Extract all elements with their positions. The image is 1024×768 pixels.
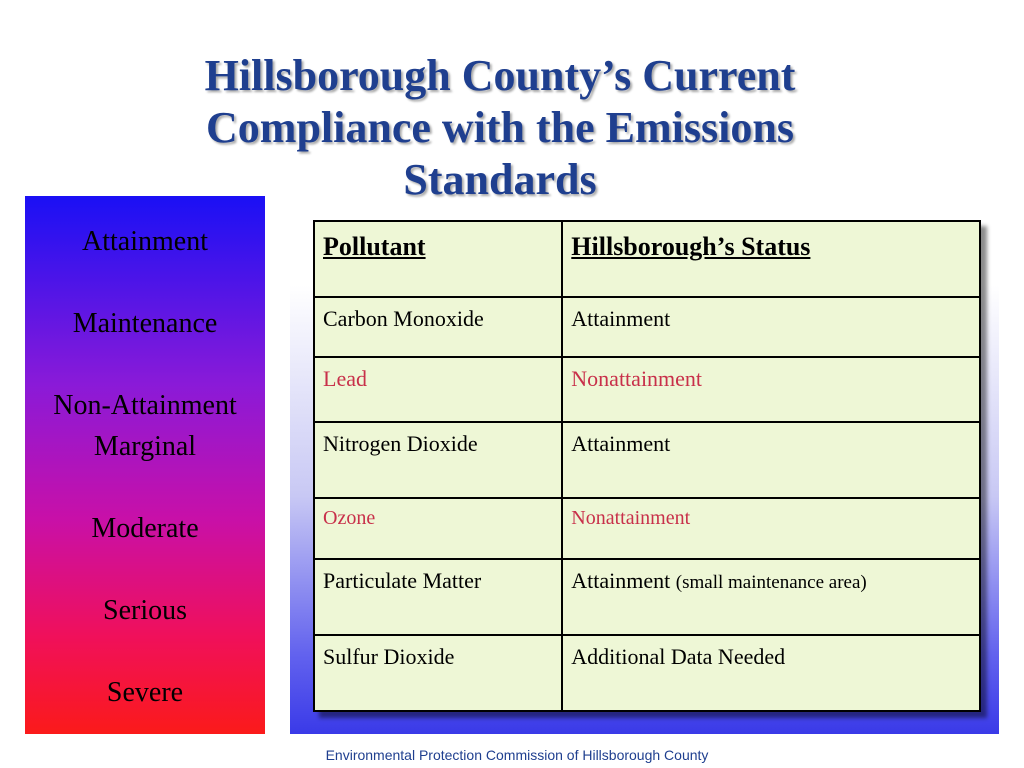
- header-status: Hillsborough’s Status: [562, 221, 980, 297]
- header-pollutant: Pollutant: [314, 221, 562, 297]
- table-row: [314, 357, 980, 422]
- status-cell: Nonattainment: [562, 498, 980, 559]
- slide-footer: Environmental Protection Commission of Hillsborough County: [325, 747, 709, 763]
- pollutant-cell: Ozone: [314, 498, 562, 559]
- table-row: [314, 498, 980, 559]
- scale-item-maintenance: Maintenance: [72, 308, 218, 339]
- pollutant-cell: Nitrogen Dioxide: [314, 422, 562, 498]
- status-cell: Additional Data Needed: [562, 635, 980, 711]
- scale-item-non-attainment: Non-Attainment: [53, 390, 237, 421]
- compliance-scale-panel: [25, 196, 265, 734]
- pollutant-cell: Lead: [314, 357, 562, 422]
- pollutant-cell: Particulate Matter: [314, 559, 562, 635]
- table-row: [314, 559, 980, 635]
- status-note: (small maintenance area): [675, 572, 867, 593]
- status-cell: Attainment: [562, 297, 980, 357]
- pollutant-cell: Carbon Monoxide: [314, 297, 562, 357]
- pollutant-cell: Sulfur Dioxide: [314, 635, 562, 711]
- scale-item-marginal: Marginal: [93, 431, 197, 462]
- table-row: [314, 297, 980, 357]
- status-cell: Attainment: [562, 422, 980, 498]
- table-row: [314, 635, 980, 711]
- status-cell: [562, 559, 980, 635]
- scale-item-attainment: Attainment: [82, 226, 208, 257]
- scale-item-moderate: Moderate: [91, 513, 199, 544]
- scale-item-serious: Serious: [103, 595, 187, 626]
- table-header-row: [314, 221, 980, 297]
- status-cell: Nonattainment: [562, 357, 980, 422]
- pollutant-status-table: [313, 220, 981, 712]
- slide-title: Hillsborough County’s Current Compliance with the Emissions Standards: [204, 51, 796, 204]
- status-text: Attainment: [571, 568, 671, 593]
- table-row: [314, 422, 980, 498]
- scale-item-severe: Severe: [106, 677, 184, 708]
